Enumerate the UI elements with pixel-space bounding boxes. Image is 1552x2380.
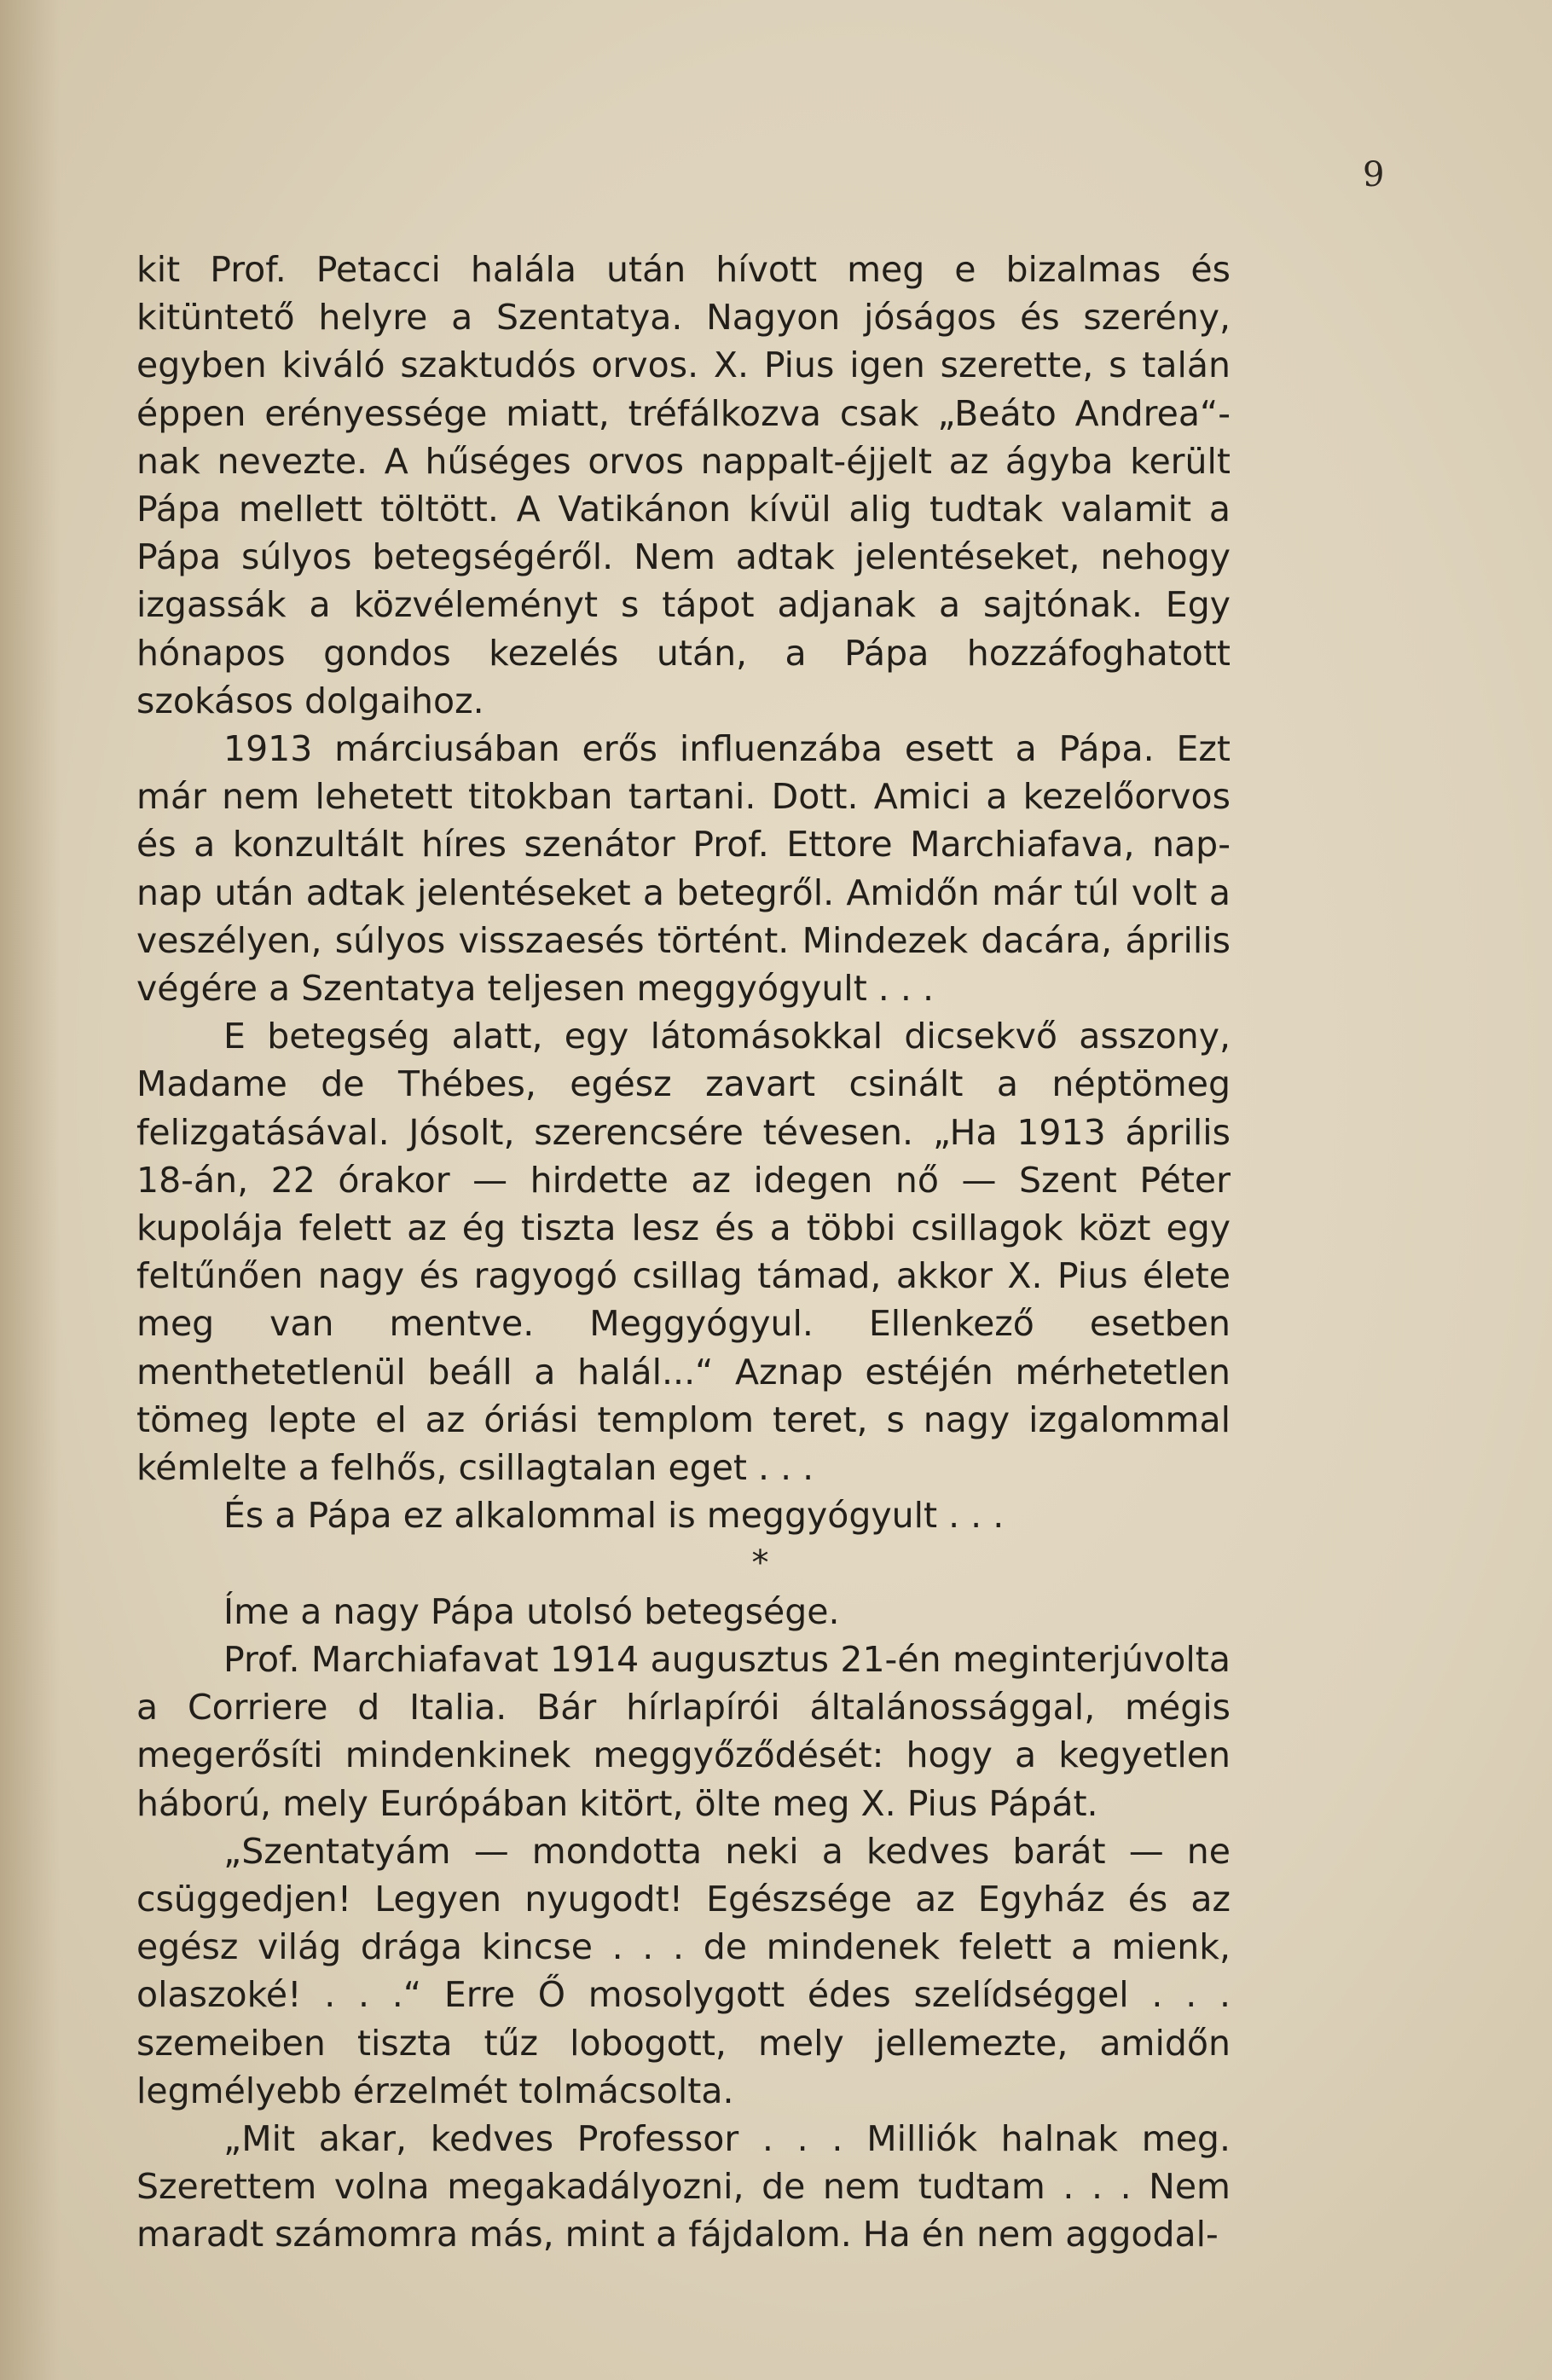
- body-text: [136, 246, 1231, 2259]
- paragraph-1: kit Prof. Petacci halála után hívott meg e bizalmas és kitüntető helyre a Szentatya. Nagyon jóságos és szerény, egyben kiváló szaktudós orvos. X. Pius igen szerette, s talán éppen erényessége miatt, tréfálkozva csak „Beáto Andrea“-nak nevezte. A hűséges orvos nappalt-éjjelt az ágyba került Pápa mellett töltött. A Vatikánon kívül alig tudtak valamit a Pápa súlyos betegségéről. Nem adtak jelentéseket, nehogy izgassák a közvéleményt s tápot adjanak a sajtónak. Egy hónapos gondos kezelés után, a Pápa hozzáfoghatott szokásos dolgaihoz.: [136, 249, 1231, 721]
- paragraph-7: „Szentatyám — mondotta neki a kedves barát — ne csüggedjen! Legyen nyugodt! Egészsége az Egyház és az egész világ drága kincse . . . de mindenek felett a mienk, olaszoké! . . .“ Erre Ő mosolygott édes szelídséggel . . . szemeiben tiszta tűz lobogott, mely jellemezte, amidőn legmélyebb érzelmét tolmácsolta.: [136, 1830, 1231, 2111]
- paragraph-3: E betegség alatt, egy látomásokkal dicsekvő asszony, Madame de Thébes, egész zavart csinált a néptömeg felizgatásával. Jósolt, szerencsére tévesen. „Ha 1913 április 18-án, 22 órakor — hirdette az idegen nő — Szent Péter kupolája felett az ég tiszta lesz és a többi csillagok közt egy feltűnően nagy és ragyogó csillag támad, akkor X. Pius élete meg van mentve. Meggyógyul. Ellenkező esetben menthetetlenül beáll a halál...“ Aznap estéjén mérhetetlen tömeg lepte el az óriási templom teret, s nagy izgalommal kémlelte a felhős, csillagtalan eget . . .: [136, 1016, 1231, 1489]
- paragraph-8: „Mit akar, kedves Professor . . . Milliók halnak meg. Szerettem volna megakadályozni, de nem tudtam . . . Nem maradt számomra más, mint a fájdalom. Ha én nem aggodal-: [136, 2117, 1231, 2255]
- page-number: 9: [1363, 155, 1385, 194]
- paragraph-2: 1913 márciusában erős influenzába esett a Pápa. Ezt már nem lehetett titokban tartani. Dott. Amici a kezelőorvos és a konzultált híres szenátor Prof. Ettore Marchiafava, nap-nap után adtak jelentéseket a betegről. Amidőn már túl volt a veszélyen, súlyos visszaesés történt. Mindezek dacára, április végére a Szentatya teljesen meggyógyult . . .: [136, 728, 1231, 1010]
- binding-shadow: [0, 0, 60, 2380]
- paragraph-4: És a Pápa ez alkalommal is meggyógyult . . .: [223, 1495, 1005, 1537]
- paragraph-5: Íme a nagy Pápa utolsó betegsége.: [223, 1590, 840, 1632]
- paragraph-6: Prof. Marchiafavat 1914 augusztus 21-én meginterjúvolta a Corriere d Italia. Bár hírlapírói általánossággal, mégis megerősíti mindenkinek meggyőződését: hogy a kegyetlen háború, mely Európában kitört, ölte meg X. Pius Pápát.: [136, 1638, 1231, 1824]
- section-separator: *: [751, 1543, 769, 1584]
